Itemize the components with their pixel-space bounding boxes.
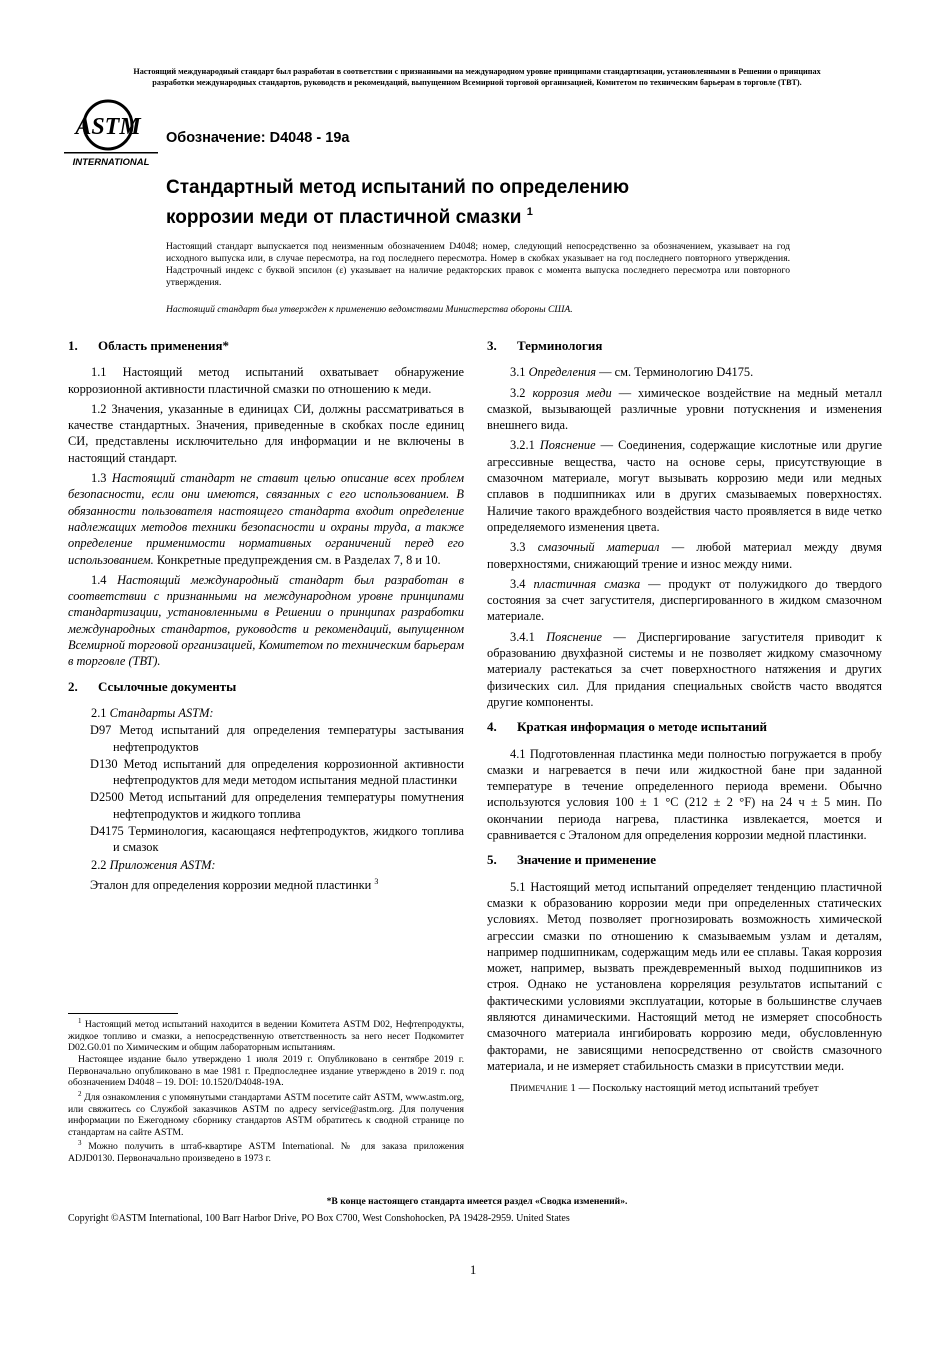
trade-notice-line1: Настоящий международный стандарт был разработан в соответствии с признанными на международном уровне принципами стандартизации, установленными в Решении о принципах [133, 67, 821, 76]
footnote-rule [68, 1013, 178, 1014]
para-1-2: 1.2 Значения, указанные в единицах СИ, должны рассматриваться в качестве стандартных. Значения, приведенные в скобках после единиц СИ, представлены исключительно для информации и не включены в настоящий стандарт. [68, 401, 464, 465]
footnote-3: $^3$ Можно получить в штаб-квартире ASTM International. № для заказа приложения ADJD0130. Первоначально произведено в 1973 г. [68, 1139, 465, 1165]
left-column [68, 338, 464, 893]
para-3-3: 3.3 смазочный материал — любой материал между двумя поверхностями, снижающий трение и износ между ними. [487, 540, 882, 571]
section-4-heading: 4. Краткая информация о методе испытаний [487, 719, 768, 735]
astm-logo-graphic [64, 98, 159, 170]
logo-mark-text: ASTM [75, 114, 141, 140]
para-3-4-1: 3.4.1 Пояснение — Диспергирование загустителя приводит к образованию двухфазной системы и не позволяет жидкому смазочному материалу растекаться за счет поверхностного натяжения и других физических сил. Для придания специальных свойств часто вводятся другие компоненты. [487, 629, 882, 709]
section-2-heading: 2. Ссылочные документы [68, 678, 237, 694]
section-3-heading: 3. Терминология [487, 338, 603, 353]
para-2-2: 2.2 Приложения ASTM: [91, 857, 216, 872]
section-1-heading: 1. Область применения* [68, 338, 229, 353]
issued-statement: Настоящий стандарт выпускается под неизменным обозначением D4048; номер, следующий непосредственно за обозначением, указывает на год исходного выпуска или, в случае пересмотра, на год последнего пересмотра. Номер в скобках указывает на год последнего повторного утверждения. Надстрочный индекс с буквой эпсилон (ε) указывает на наличие редакторских правок с момента выпуска последнего пересмотра или повторного утверждения. [166, 241, 790, 288]
ref-etalon[interactable]: Эталон для определения коррозии медной пластинки $^3$ [90, 876, 379, 893]
ref-d2500[interactable]: D2500 Метод испытаний для определения температуры помутнения нефтепродуктов и жидкого топлива [90, 790, 464, 821]
trade-notice-line2: разработки международных стандартов, руководств и рекомендаций, выпущенном Всемирной торговой организацией, Комитетом по техническим барьерам в торговле (ТВТ). [152, 78, 802, 87]
para-2-1: 2.1 Стандарты ASTM: [91, 705, 214, 720]
footnote-2: $^2$ Для ознакомления с упомянутыми стандартами ASTM посетите сайт ASTM, www.astm.org, или свяжитесь со Службой заказчиков ASTM по адресу service@astm.org. Для получения информации по Ежегодному сборнику стандартов ASTM обратитесь к сводной странице по стандартам на сайте ASTM. [68, 1089, 464, 1138]
logo-subtext: INTERNATIONAL [72, 157, 150, 168]
title-line2 [166, 200, 806, 230]
designation: Обозначение: D4048 - 19a [166, 130, 350, 146]
para-1-1: 1.1 Настоящий метод испытаний охватывает обнаружение коррозионной активности пластичной смазки по отношению к меди. [68, 365, 464, 396]
section-5-heading: 5. Значение и применение [487, 852, 657, 868]
para-1-3: 1.3 Настоящий стандарт не ставит целью описание всех проблем безопасности, если они имеются, связанных с его использованием. В обязанности пользователя настоящего стандарта входит определение надлежащих методов техники безопасности и охраны труда, а также определение применимости нормативных ограничений перед его использованием. Конкретные предупреждения см. в Разделах 7, 8 и 10. [68, 471, 464, 567]
footnote-1b: Настоящее издание было утверждено 1 июля 2019 г. Опубликовано в сентябре 2019 г. Первоначально опубликовано в мае 1981 г. Предпоследнее издание утверждено в 2019 г. под обозначением D4048 – 19. DOI: 10.1520/D4048-19A. [68, 1054, 464, 1089]
para-3-4: 3.4 пластичная смазка — продукт от полужидкого до твердого состояния за счет загустителя, диспергированного в жидком смазочном материале. [487, 576, 882, 624]
title-line2-text: коррозии меди от пластичной смазки [166, 207, 522, 228]
para-3-1: 3.1 Определения — см. Терминологию D4175. [510, 365, 754, 380]
para-5-1: 5.1 Настоящий метод испытаний определяет тенденцию пластичной смазки к образованию коррозии меди при определенных статических условиях. Метод позволяет прогнозировать возможность химической агрессии смазки по отношению к смазываемым узлам и деталям, например подшипникам, содержащим медь или ее сплавы. Такая коррозия может, например, вызвать преждевременный выход подшипников из строя. Однако не установлена корреляция результатов испытаний с фактическими условиями эксплуатации, которые в большинстве случаев являются динамическими. Настоящий метод не измеряет способность смазочного материала ингибировать коррозию меди, обусловленную факторами, не зависящими непосредственно от свойств смазочного материала, и не измеряет стабильность смазки в присутствии меди. [487, 879, 882, 1073]
title-footnote-ref[interactable]: 1 [526, 206, 533, 218]
title-line1: Стандартный метод испытаний по определению [166, 177, 630, 198]
footnotes [68, 1016, 464, 1165]
note-1: Примечание 1 — Поскольку настоящий метод испытаний требует [510, 1082, 819, 1095]
ref-d130[interactable]: D130 Метод испытаний для определения коррозионной активности нефтепродуктов для меди методом испытания медной пластинки [90, 756, 464, 788]
astm-logo [64, 98, 159, 170]
ref-d97[interactable]: D97 Метод испытаний для определения температуры застывания нефтепродуктов [90, 723, 464, 754]
trade-notice [62, 66, 892, 88]
summary-of-changes-note: *В конце настоящего стандарта имеется раздел «Сводка изменений». [326, 1196, 628, 1207]
para-3-2: 3.2 коррозия меди — химическое воздействие на медный металл смазкой, вызывающей различные уровни потускнения и изменения внешнего вида. [487, 385, 883, 433]
para-3-2-1: 3.2.1 Пояснение — Соединения, содержащие кислотные или другие агрессивные вещества, часто на основе серы, присутствующие в смазочном материале, могут вызывать коррозию меди или медных сплавов в подшипниках или в других смазываемых поверхностях. Наличие такого враждебного воздействия часто проявляется в виде четко определяемого изменения цвета. [487, 438, 882, 534]
para-4-1: 4.1 Подготовленная пластинка меди полностью погружается в пробу смазки и нагревается в печи или жидкостной бане при заданной температуре в течение определенного периода времени. Обычно используются условия 100 ± 1 °C (212 ± 2 °F) на 24 ч ± 5 мин. По окончании периода нагрева, пластинка извлекается, моется и сравнивается с Эталоном для определения коррозии медной пластинки. [487, 746, 882, 843]
approval-statement: Настоящий стандарт был утвержден к применению ведомствами Министерства обороны США. [166, 304, 573, 315]
footnote-1: $^1$ Настоящий метод испытаний находится в ведении Комитета ASTM D02, Нефтепродукты, жидкое топливо и смазки, а непосредственную ответственность за него несет Подкомитет D02.G0.01 по Химическим и общим лабораторным испытаниям. [68, 1017, 465, 1054]
document-title [166, 175, 806, 230]
ref-d4175[interactable]: D4175 Терминология, касающаяся нефтепродуктов, жидкого топлива и смазок [90, 824, 464, 855]
copyright-line: Copyright ©ASTM International, 100 Barr Harbor Drive, PO Box C700, West Conshohocken, PA 19428-2959. United States [68, 1213, 570, 1224]
para-1-4: 1.4 Настоящий международный стандарт был разработан в соответствии с признанными на международном уровне принципами стандартизации, установленными в Решении о принципах разработки международных стандартов, руководств и рекомендаций, выпущенном Всемирной торговой организацией, Комитетом по техническим барьерам в торговле (ТВТ). [68, 572, 464, 669]
right-column [487, 338, 882, 1096]
page-number: 1 [470, 1263, 477, 1277]
